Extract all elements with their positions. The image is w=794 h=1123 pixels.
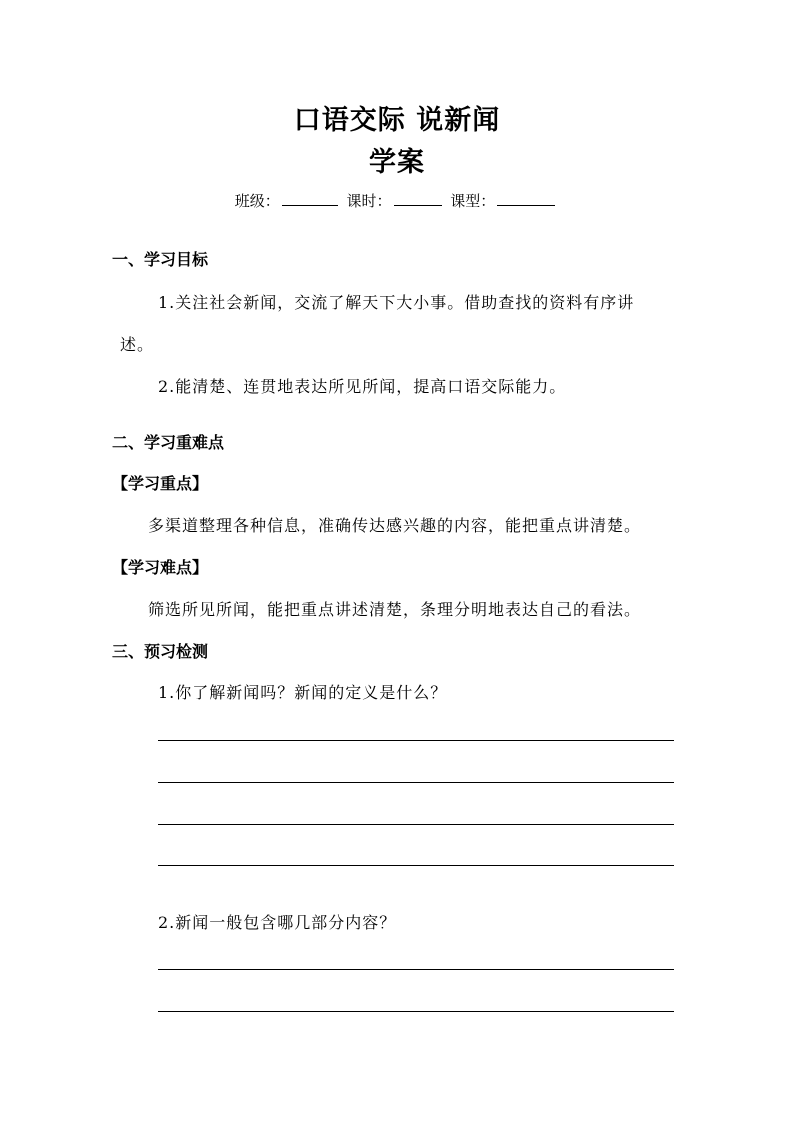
class-label: 班级： xyxy=(234,192,280,210)
title-line-1: 口语交际 说新闻 xyxy=(293,105,501,136)
type-label: 课型： xyxy=(450,192,496,210)
period-label: 课时： xyxy=(346,192,392,210)
answer-line[interactable] xyxy=(158,782,674,783)
section-heading-objectives: 一、学习目标 xyxy=(112,250,209,269)
class-blank[interactable] xyxy=(282,191,338,206)
objective-1-line-1: 1.关注社会新闻，交流了解天下大小事。借助查找的资料有序讲 xyxy=(158,293,635,312)
answer-line[interactable] xyxy=(158,740,674,741)
objective-1-line-2: 述。 xyxy=(120,335,155,354)
type-blank[interactable] xyxy=(497,191,555,206)
key-point-label: 【学习重点】 xyxy=(112,474,209,493)
answer-line[interactable] xyxy=(158,824,674,825)
objective-2: 2.能清楚、连贯地表达所见所闻，提高口语交际能力。 xyxy=(158,377,567,396)
key-point-text: 多渠道整理各种信息，准确传达感兴趣的内容，能把重点讲清楚。 xyxy=(148,516,642,535)
meta-row xyxy=(0,190,794,211)
question-1: 1.你了解新闻吗？新闻的定义是什么？ xyxy=(158,683,448,702)
difficulty-text: 筛选所见所闻，能把重点讲述清楚，条理分明地表达自己的看法。 xyxy=(148,600,642,619)
answer-line[interactable] xyxy=(158,1011,674,1012)
section-heading-preview-check: 三、预习检测 xyxy=(112,642,209,661)
title-line-2: 学案 xyxy=(369,147,425,178)
answer-line[interactable] xyxy=(158,969,674,970)
period-blank[interactable] xyxy=(394,191,442,206)
difficulty-label: 【学习难点】 xyxy=(112,558,209,577)
section-heading-key-points: 二、学习重难点 xyxy=(112,433,225,452)
question-2: 2.新闻一般包含哪几部分内容？ xyxy=(158,913,397,932)
answer-line[interactable] xyxy=(158,865,674,866)
